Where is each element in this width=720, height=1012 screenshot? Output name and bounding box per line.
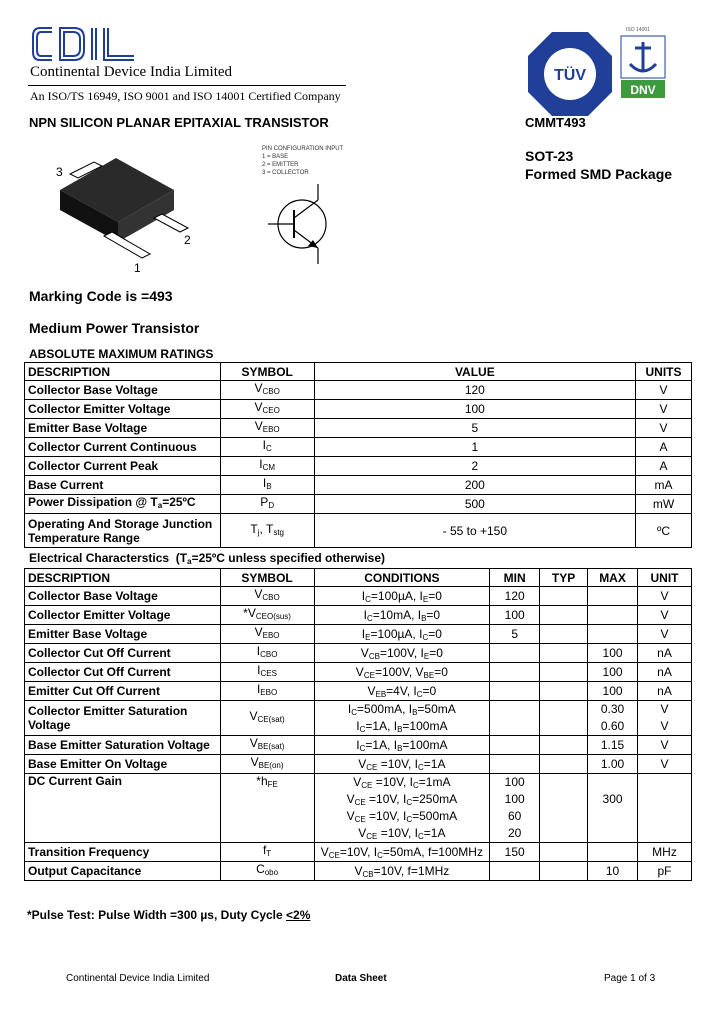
table-header-row xyxy=(25,363,692,381)
company-name: Continental Device India Limited xyxy=(30,64,233,80)
symbol-cell: $V_{CE(sat)}$ xyxy=(220,701,314,736)
unit-cell: nA xyxy=(638,663,692,682)
description-cell: Collector Cut Off Current xyxy=(25,663,221,682)
min-cell xyxy=(490,862,540,881)
elec-characteristics-table xyxy=(24,568,692,881)
max-cell: 100 xyxy=(588,682,638,701)
unit-cell: V V xyxy=(638,701,692,736)
max-cell: 100 xyxy=(588,644,638,663)
conditions-cell: $I_C=500mA$, $I_B=50mA$ $I_C=1A$, $I_B=100mA$ xyxy=(314,701,490,736)
symbol-cell: $V_{CBO}$ xyxy=(220,381,314,400)
description-cell: Emitter Base Voltage xyxy=(25,625,221,644)
typ-cell xyxy=(540,755,588,774)
unit-cell: nA xyxy=(638,644,692,663)
symbol-cell: $f_T$ xyxy=(220,843,314,862)
col-min: MIN xyxy=(490,569,540,587)
value-cell: 500 xyxy=(314,495,635,514)
symbol-cell: $T_j$, $T_{stg}$ xyxy=(220,514,314,548)
conditions-cell: $V_{CB}=100V$, $I_E=0$ xyxy=(314,644,490,663)
table-row xyxy=(25,606,692,625)
symbol-cell: $I_C$ xyxy=(220,438,314,457)
description-cell: Power Dissipation @ $T_a=25ºC$ xyxy=(25,495,221,514)
device-subtitle: Medium Power Transistor xyxy=(29,320,200,336)
part-number: CMMT493 xyxy=(525,115,586,130)
package-pin-1: 1 xyxy=(134,261,141,275)
col-symbol: SYMBOL xyxy=(220,363,314,381)
col-value: VALUE xyxy=(314,363,635,381)
table-row xyxy=(25,476,692,495)
unit-cell: ºC xyxy=(636,514,692,548)
table-row xyxy=(25,625,692,644)
marking-code: Marking Code is =493 xyxy=(29,288,173,304)
symbol-cell: $V_{BE(sat)}$ xyxy=(220,736,314,755)
col-units: UNITS xyxy=(636,363,692,381)
conditions-cell: $V_{CE}=100V$, $V_{BE}=0$ xyxy=(314,663,490,682)
npn-transistor-symbol xyxy=(262,180,342,272)
table-row xyxy=(25,774,692,843)
value-cell: - 55 to +150 xyxy=(314,514,635,548)
description-cell: Emitter Base Voltage xyxy=(25,419,221,438)
min-cell xyxy=(490,682,540,701)
col-description: DESCRIPTION xyxy=(25,363,221,381)
footer-doc-type: Data Sheet xyxy=(335,973,387,984)
symbol-cell: $I_{CM}$ xyxy=(220,457,314,476)
symbol-cell: $*V_{CEO(sus)}$ xyxy=(220,606,314,625)
col-symbol: SYMBOL xyxy=(220,569,314,587)
unit-cell: pF xyxy=(638,862,692,881)
unit-cell: V xyxy=(636,381,692,400)
pin-configuration xyxy=(262,145,343,177)
max-cell xyxy=(588,625,638,644)
logo-text: CDIL xyxy=(30,22,33,23)
conditions-cell: $V_{CE} =10V$, $I_C=1A$ xyxy=(314,755,490,774)
symbol-cell: $V_{CEO}$ xyxy=(220,400,314,419)
symbol-cell: $V_{EBO}$ xyxy=(220,419,314,438)
max-cell: 10 xyxy=(588,862,638,881)
typ-cell xyxy=(540,644,588,663)
col-conditions: CONDITIONS xyxy=(314,569,490,587)
table-row xyxy=(25,843,692,862)
typ-cell xyxy=(540,606,588,625)
table-row xyxy=(25,663,692,682)
abs-ratings-heading: ABSOLUTE MAXIMUM RATINGS xyxy=(29,347,214,361)
unit-cell: A xyxy=(636,457,692,476)
table-row xyxy=(25,381,692,400)
typ-cell xyxy=(540,625,588,644)
unit-cell: MHz xyxy=(638,843,692,862)
cdil-logo xyxy=(30,22,138,66)
elec-heading-text: Electrical Characterstics xyxy=(29,551,170,565)
symbol-cell: $I_B$ xyxy=(220,476,314,495)
description-cell: Collector Emitter Voltage xyxy=(25,400,221,419)
symbol-cell: $V_{BE(on)}$ xyxy=(220,755,314,774)
unit-cell: V xyxy=(636,400,692,419)
pin-config-title: PIN CONFIGURATION INPUT xyxy=(262,146,344,152)
max-cell: 1.00 xyxy=(588,755,638,774)
min-cell: 5 xyxy=(490,625,540,644)
typ-cell xyxy=(540,862,588,881)
max-cell: 100 xyxy=(588,663,638,682)
table-row xyxy=(25,682,692,701)
conditions-cell: $V_{CE}=10V$, $I_C=50mA$, f=100MHz xyxy=(314,843,490,862)
symbol-cell: $C_{obo}$ xyxy=(220,862,314,881)
table-row xyxy=(25,755,692,774)
max-cell xyxy=(588,587,638,606)
unit-cell: V xyxy=(638,587,692,606)
description-cell: Base Emitter Saturation Voltage xyxy=(25,736,221,755)
description-cell: Collector Emitter Voltage xyxy=(25,606,221,625)
value-cell: 200 xyxy=(314,476,635,495)
package-description: Formed SMD Package xyxy=(525,166,673,182)
description-cell: Base Current xyxy=(25,476,221,495)
abs-ratings-table xyxy=(24,362,692,548)
conditions-cell: $I_E=100\mu A$, $I_C=0$ xyxy=(314,625,490,644)
pin-1-label: 1 = BASE xyxy=(262,154,289,160)
table-row xyxy=(25,736,692,755)
table-row xyxy=(25,514,692,548)
unit-cell: mA xyxy=(636,476,692,495)
value-cell: 1 xyxy=(314,438,635,457)
table-row xyxy=(25,457,692,476)
unit-cell: V xyxy=(636,419,692,438)
min-cell xyxy=(490,663,540,682)
description-cell: Output Capacitance xyxy=(25,862,221,881)
value-cell: 5 xyxy=(314,419,635,438)
symbol-cell: $P_D$ xyxy=(220,495,314,514)
typ-cell xyxy=(540,682,588,701)
symbol-cell: $*h_{FE}$ xyxy=(220,774,314,843)
min-cell xyxy=(490,701,540,736)
typ-cell xyxy=(540,843,588,862)
conditions-cell: $V_{EB}=4V$, $I_C=0$ xyxy=(314,682,490,701)
min-cell xyxy=(490,755,540,774)
description-cell: Emitter Cut Off Current xyxy=(25,682,221,701)
symbol-cell: $I_{CES}$ xyxy=(220,663,314,682)
description-cell: Transition Frequency xyxy=(25,843,221,862)
pin-3-label: 3 = COLLECTOR xyxy=(262,170,309,176)
min-cell xyxy=(490,736,540,755)
conditions-cell: $I_C=100\mu A$, $I_E=0$ xyxy=(314,587,490,606)
package-pin-2: 2 xyxy=(184,233,191,247)
unit-cell: nA xyxy=(638,682,692,701)
certification-line: An ISO/TS 16949, ISO 9001 and ISO 14001 Certified Company xyxy=(30,89,341,103)
value-cell: 120 xyxy=(314,381,635,400)
col-description: DESCRIPTION xyxy=(25,569,221,587)
min-cell: 100 100 60 20 xyxy=(490,774,540,843)
description-cell: Collector Base Voltage xyxy=(25,587,221,606)
unit-cell: mW xyxy=(636,495,692,514)
min-cell: 100 xyxy=(490,606,540,625)
conditions-cell: $V_{CE} =10V$, $I_C=1mA$ $V_{CE} =10V$, $I_C=250mA$ $V_{CE} =10V$, $I_C=500mA$ $V_{CE} =10V$, $I_C=1A$ xyxy=(314,774,490,843)
max-cell xyxy=(588,843,638,862)
value-cell: 2 xyxy=(314,457,635,476)
package-pin-3: 3 xyxy=(56,165,63,179)
max-cell: 300 xyxy=(588,774,638,843)
description-cell: Collector Base Voltage xyxy=(25,381,221,400)
unit-cell: V xyxy=(638,736,692,755)
unit-cell: V xyxy=(638,625,692,644)
symbol-cell: $V_{CBO}$ xyxy=(220,587,314,606)
typ-cell xyxy=(540,663,588,682)
conditions-cell: $V_{CB}=10V$, f=1MHz xyxy=(314,862,490,881)
max-cell: 1.15 xyxy=(588,736,638,755)
footer-company: Continental Device India Limited xyxy=(66,973,210,984)
unit-cell: V xyxy=(638,755,692,774)
unit-cell xyxy=(638,774,692,843)
description-cell: DC Current Gain xyxy=(25,774,221,843)
unit-cell: A xyxy=(636,438,692,457)
document-title: NPN SILICON PLANAR EPITAXIAL TRANSISTOR xyxy=(29,115,329,130)
description-cell: Collector Current Peak xyxy=(25,457,221,476)
min-cell: 120 xyxy=(490,587,540,606)
description-cell: Collector Current Continuous xyxy=(25,438,221,457)
typ-cell xyxy=(540,587,588,606)
table-header-row xyxy=(25,569,692,587)
iso-small-label: ISO 14001 xyxy=(626,27,650,33)
conditions-cell: $I_C=1A$, $I_B=100mA$ xyxy=(314,736,490,755)
max-cell: 0.30 0.60 xyxy=(588,701,638,736)
typ-cell xyxy=(540,774,588,843)
elec-heading-cond: (T xyxy=(175,551,188,565)
value-cell: 100 xyxy=(314,400,635,419)
tuv-certification-seal xyxy=(526,30,614,118)
sot23-package-drawing xyxy=(54,150,204,278)
footer-page-number: Page 1 of 3 xyxy=(604,973,656,984)
max-cell xyxy=(588,606,638,625)
conditions-cell: $I_C=10mA$, $I_B=0$ xyxy=(314,606,490,625)
elec-heading: Electrical Characterstics ($T_a=25ºC$ unless specified otherwise) xyxy=(29,551,386,566)
col-typ: TYP xyxy=(540,569,588,587)
description-cell: Collector Emitter Saturation Voltage xyxy=(25,701,221,736)
header-divider xyxy=(28,85,346,86)
col-max: MAX xyxy=(588,569,638,587)
description-cell: Operating And Storage Junction Temperature Range xyxy=(25,514,221,548)
col-unit: UNIT xyxy=(638,569,692,587)
min-cell xyxy=(490,644,540,663)
unit-cell: V xyxy=(638,606,692,625)
table-row xyxy=(25,587,692,606)
table-row xyxy=(25,495,692,514)
dnv-certification-logo xyxy=(620,28,666,100)
typ-cell xyxy=(540,736,588,755)
description-cell: Base Emitter On Voltage xyxy=(25,755,221,774)
table-row xyxy=(25,438,692,457)
typ-cell xyxy=(540,701,588,736)
description-cell: Collector Cut Off Current xyxy=(25,644,221,663)
table-row xyxy=(25,400,692,419)
pulse-test-footnote: *Pulse Test: Pulse Width =300 µs, Duty Cycle <2% xyxy=(27,908,311,922)
table-row xyxy=(25,862,692,881)
pin-2-label: 2 = EMITTER xyxy=(262,162,299,168)
symbol-cell: $I_{EBO}$ xyxy=(220,682,314,701)
table-row xyxy=(25,419,692,438)
symbol-cell: $V_{EBO}$ xyxy=(220,625,314,644)
tuv-text: TÜV xyxy=(554,67,586,84)
dnv-text: DNV xyxy=(630,83,656,97)
min-cell: 150 xyxy=(490,843,540,862)
table-row xyxy=(25,644,692,663)
table-row xyxy=(25,701,692,736)
package-type: SOT-23 xyxy=(525,148,574,164)
symbol-cell: $I_{CBO}$ xyxy=(220,644,314,663)
